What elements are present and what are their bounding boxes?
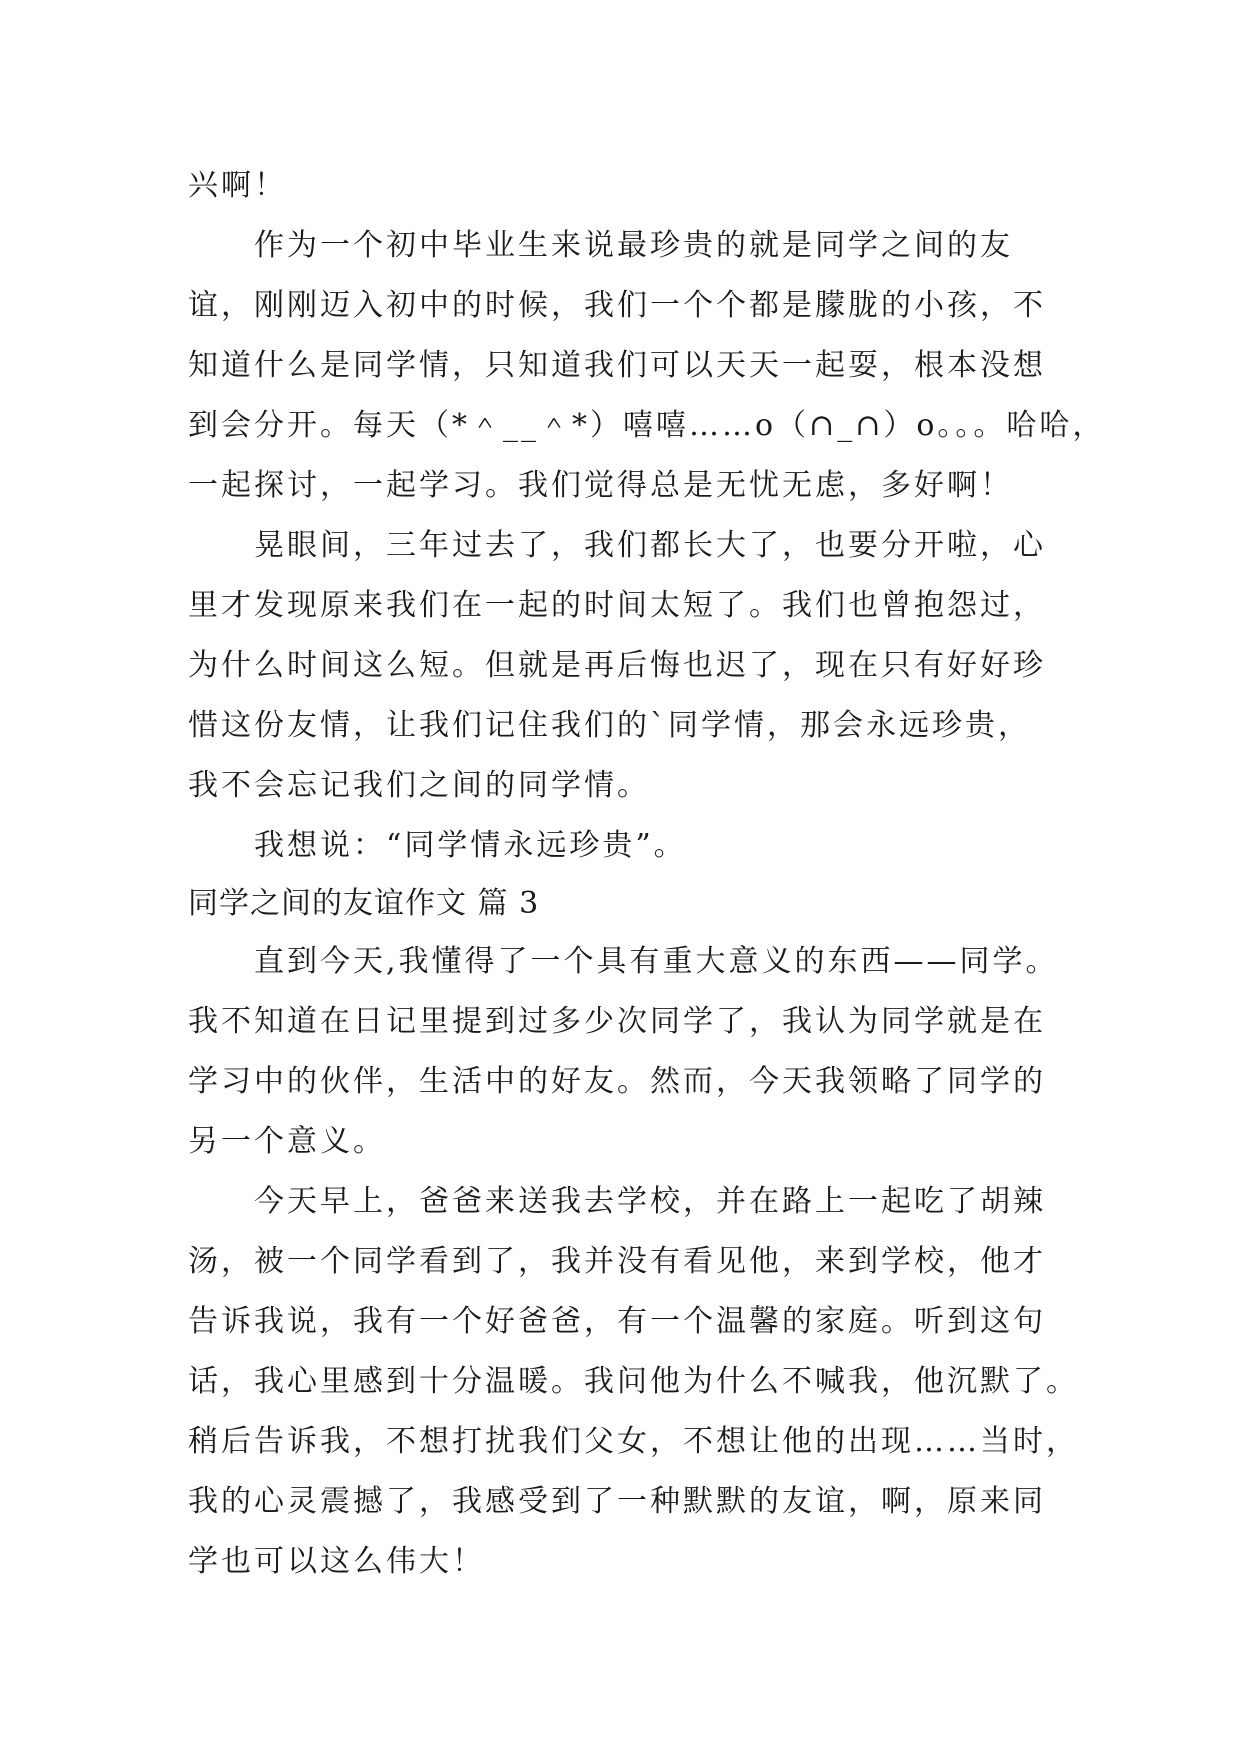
text-line: 另一个意义。 (188, 1124, 386, 1159)
paragraph-first-line: 晃眼间，三年过去了，我们都长大了，也要分开啦，心 (254, 528, 1046, 563)
text-line: 学习中的伙伴，生活中的好友。然而，今天我领略了同学的 (188, 1064, 1046, 1099)
text-line: 一起探讨，一起学习。我们觉得总是无忧无虑，多好啊！ (188, 468, 1013, 503)
text-line: 话，我心里感到十分温暖。我问他为什么不喊我，他沉默了。 (188, 1364, 1079, 1399)
text-line: 里才发现原来我们在一起的时间太短了。我们也曾抱怨过， (188, 588, 1046, 623)
text-line: 到会分开。每天（*＾__＾*）嘻嘻……o（∩_∩）o。。。哈哈， (188, 408, 1106, 443)
document-body (188, 156, 1106, 1592)
paragraph-first-line: 今天早上，爸爸来送我去学校，并在路上一起吃了胡辣 (254, 1184, 1046, 1219)
text-line: 谊，刚刚迈入初中的时候，我们一个个都是朦胧的小孩，不 (188, 288, 1046, 323)
text-line: 知道什么是同学情，只知道我们可以天天一起耍，根本没想 (188, 348, 1046, 383)
paragraph-first-line: 作为一个初中毕业生来说最珍贵的就是同学之间的友 (254, 228, 1013, 263)
text-line: 汤，被一个同学看到了，我并没有看见他，来到学校，他才 (188, 1244, 1046, 1279)
text-line: 我的心灵震撼了，我感受到了一种默默的友谊，啊，原来同 (188, 1484, 1046, 1519)
text-line: 我不会忘记我们之间的同学情。 (188, 768, 650, 803)
section-heading: 同学之间的友谊作文 篇 3 (188, 886, 540, 921)
text-line: 为什么时间这么短。但就是再后悔也迟了，现在只有好好珍 (188, 648, 1046, 683)
text-line: 惜这份友情，让我们记住我们的`同学情，那会永远珍贵， (188, 708, 1031, 743)
paragraph-first-line: 我想说：“同学情永远珍贵”。 (254, 828, 687, 863)
text-line: 告诉我说，我有一个好爸爸，有一个温馨的家庭。听到这句 (188, 1304, 1046, 1339)
text-line: 学也可以这么伟大！ (188, 1544, 485, 1579)
paragraph-first-line: 直到今天,我懂得了一个具有重大意义的东西——同学。 (254, 944, 1059, 979)
text-line: 兴啊！ (188, 168, 287, 203)
text-line: 我不知道在日记里提到过多少次同学了，我认为同学就是在 (188, 1004, 1046, 1039)
text-line: 稍后告诉我，不想打扰我们父女，不想让他的出现……当时， (188, 1424, 1079, 1459)
